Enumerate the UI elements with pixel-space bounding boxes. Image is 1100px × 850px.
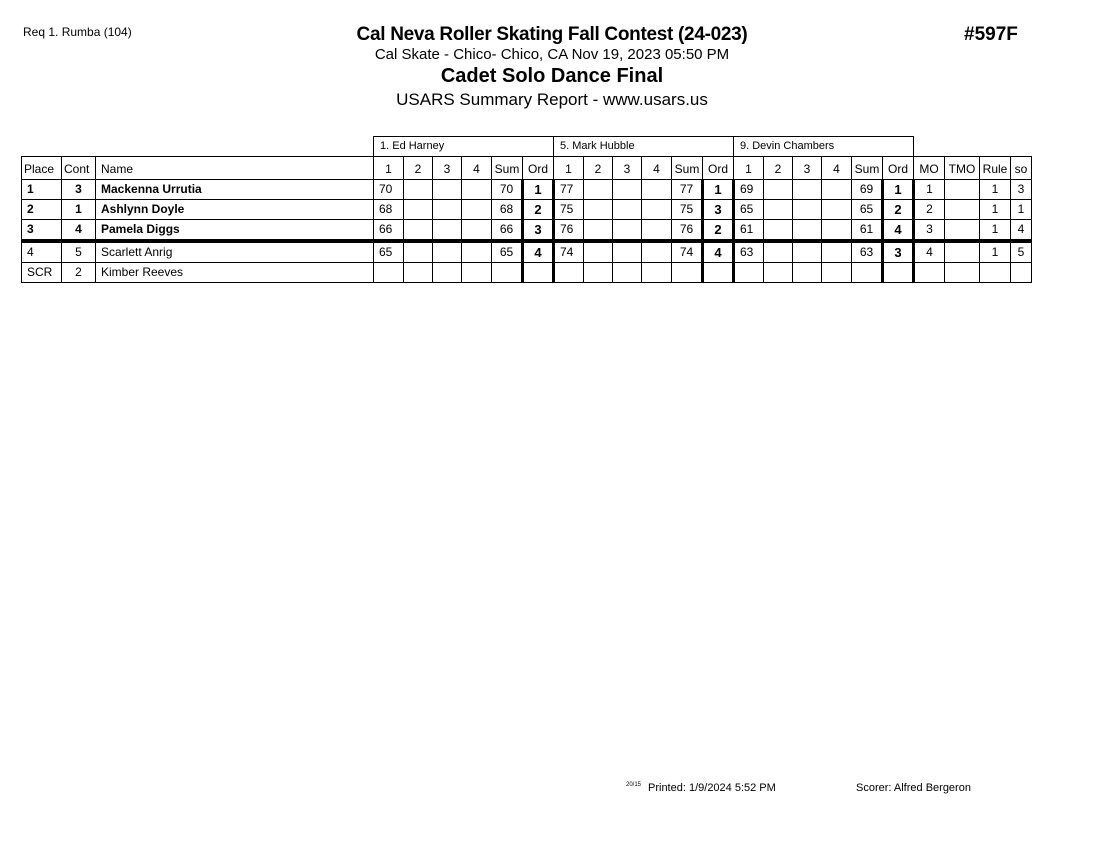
judge2-score-4 [642,200,672,220]
judge3-score: 61 [734,220,764,242]
rule-cell: 1 [980,180,1011,200]
judge3-ordinal: 4 [883,220,914,242]
judge2-score: 77 [554,180,584,200]
header-mo: MO [914,157,945,180]
header-score-3: 3 [793,157,822,180]
header-rule: Rule [980,157,1011,180]
judge1-score-4 [462,180,492,200]
judge1-score-2 [404,263,433,283]
header-score-1: 1 [734,157,764,180]
judge3-score-2 [764,241,793,263]
judge1-score-2 [404,241,433,263]
skater-name: Mackenna Urrutia [96,180,374,200]
header-score-4: 4 [822,157,852,180]
judge1-score: 70 [374,180,404,200]
judge1-score-4 [462,263,492,283]
judge1-score [374,263,404,283]
judge2-score-2 [584,180,613,200]
judge-header-spacer [914,137,1032,157]
judge1-score-3 [433,263,462,283]
contest-title: Cal Neva Roller Skating Fall Contest (24-023) [356,24,748,45]
contestant-number: 3 [62,180,96,200]
skater-name: Scarlett Anrig [96,241,374,263]
header-score-4: 4 [642,157,672,180]
start-order: 1 [1011,200,1032,220]
judge3-score-4 [822,180,852,200]
header-score-2: 2 [764,157,793,180]
judge1-sum: 70 [492,180,523,200]
header-score-3: 3 [433,157,462,180]
table-row [22,180,1032,200]
majority-ordinal [914,263,945,283]
requirement-label: Req 1. Rumba (104) [23,25,132,39]
judge3-score-3 [793,180,822,200]
skater-name: Ashlynn Doyle [96,200,374,220]
judge2-score-2 [584,263,613,283]
contestant-number: 1 [62,200,96,220]
judge2-ordinal: 3 [703,200,734,220]
start-order [1011,263,1032,283]
judge2-score: 76 [554,220,584,242]
judge2-score-2 [584,200,613,220]
judge3-ordinal: 3 [883,241,914,263]
majority-ordinal: 4 [914,241,945,263]
judge1-score-3 [433,220,462,242]
header-name: Name [96,157,374,180]
start-order: 5 [1011,241,1032,263]
header-place: Place [22,157,62,180]
judge1-score-2 [404,200,433,220]
judge1-ordinal: 4 [523,241,554,263]
judge1-ordinal [523,263,554,283]
judge3-score-3 [793,220,822,242]
judge3-score-4 [822,200,852,220]
skater-name: Pamela Diggs [96,220,374,242]
header-score-4: 4 [462,157,492,180]
contestant-number: 4 [62,220,96,242]
judge3-score-4 [822,220,852,242]
header-score-3: 3 [613,157,642,180]
judge2-score-4 [642,180,672,200]
header-cont: Cont [62,157,96,180]
judge3-score-3 [793,241,822,263]
judge1-score: 68 [374,200,404,220]
judge-name: 1. Ed Harney [374,137,554,157]
judge3-score-2 [764,220,793,242]
document-number: #597F [964,24,1018,45]
header-tmo: TMO [945,157,980,180]
total-majority-ordinal [945,200,980,220]
majority-ordinal: 2 [914,200,945,220]
judge2-ordinal: 2 [703,220,734,242]
header-ord: Ord [883,157,914,180]
judge2-score-4 [642,263,672,283]
judge3-score: 63 [734,241,764,263]
header-ord: Ord [703,157,734,180]
judge3-sum [852,263,883,283]
judge3-sum: 69 [852,180,883,200]
footer-page-code: 20/15 [626,782,642,788]
judge1-sum [492,263,523,283]
judge1-score-3 [433,180,462,200]
contestant-number: 5 [62,241,96,263]
header-sum: Sum [852,157,883,180]
judge3-score-4 [822,263,852,283]
judge2-sum: 74 [672,241,703,263]
header-score-1: 1 [554,157,584,180]
place-cell: 3 [22,220,62,242]
location-date: Cal Skate - Chico- Chico, CA Nov 19, 2023 05:50 PM [374,46,730,63]
judge3-score-2 [764,263,793,283]
judge3-sum: 63 [852,241,883,263]
results-table [21,136,1032,283]
printed-timestamp: Printed: 1/9/2024 5:52 PM [648,782,776,794]
judge3-score-3 [793,200,822,220]
judge2-score: 75 [554,200,584,220]
start-order: 3 [1011,180,1032,200]
judge1-ordinal: 1 [523,180,554,200]
judge1-score-2 [404,180,433,200]
judge3-score: 65 [734,200,764,220]
judge3-ordinal: 2 [883,200,914,220]
judge1-ordinal: 2 [523,200,554,220]
judge3-score-2 [764,180,793,200]
skater-name: Kimber Reeves [96,263,374,283]
judge2-score [554,263,584,283]
place-cell: 2 [22,200,62,220]
table-row [22,220,1032,242]
place-cell: SCR [22,263,62,283]
start-order: 4 [1011,220,1032,242]
judge1-score-2 [404,220,433,242]
rule-cell: 1 [980,200,1011,220]
judge2-ordinal [703,263,734,283]
judge1-sum: 68 [492,200,523,220]
judge1-score-4 [462,200,492,220]
judge1-score-3 [433,200,462,220]
contestant-number: 2 [62,263,96,283]
judge1-score-4 [462,241,492,263]
header-ord: Ord [523,157,554,180]
judge1-ordinal: 3 [523,220,554,242]
table-row [22,263,1032,283]
header-sum: Sum [672,157,703,180]
judge3-score-4 [822,241,852,263]
majority-ordinal: 1 [914,180,945,200]
judge2-score-3 [613,263,642,283]
judge2-score-2 [584,220,613,242]
judge2-score-3 [613,241,642,263]
header-score-1: 1 [374,157,404,180]
majority-ordinal: 3 [914,220,945,242]
judge2-sum [672,263,703,283]
judge1-score-4 [462,220,492,242]
total-majority-ordinal [945,180,980,200]
judge3-score-2 [764,200,793,220]
judge3-sum: 65 [852,200,883,220]
judge-header-spacer [22,137,374,157]
rule-cell: 1 [980,220,1011,242]
rule-cell: 1 [980,241,1011,263]
judge1-score: 65 [374,241,404,263]
header-so: so [1011,157,1032,180]
judge3-ordinal [883,263,914,283]
judge3-score: 69 [734,180,764,200]
table-row [22,200,1032,220]
judge2-score-4 [642,241,672,263]
judge2-sum: 76 [672,220,703,242]
judge2-score-3 [613,200,642,220]
place-cell: 4 [22,241,62,263]
judge2-score-4 [642,220,672,242]
judge2-sum: 75 [672,200,703,220]
judge3-sum: 61 [852,220,883,242]
judge2-ordinal: 1 [703,180,734,200]
judge2-score: 74 [554,241,584,263]
judge2-ordinal: 4 [703,241,734,263]
judge1-score-3 [433,241,462,263]
scorer-name: Scorer: Alfred Bergeron [856,782,971,794]
judge-name: 9. Devin Chambers [734,137,914,157]
table-row [22,241,1032,263]
judge2-score-3 [613,220,642,242]
judge2-sum: 77 [672,180,703,200]
judge1-sum: 65 [492,241,523,263]
rule-cell [980,263,1011,283]
header-score-2: 2 [404,157,433,180]
header-sum: Sum [492,157,523,180]
place-cell: 1 [22,180,62,200]
total-majority-ordinal [945,220,980,242]
event-title: Cadet Solo Dance Final [440,65,664,87]
total-majority-ordinal [945,263,980,283]
total-majority-ordinal [945,241,980,263]
judge1-score: 66 [374,220,404,242]
judge3-score [734,263,764,283]
judge-header-row [22,137,1032,157]
report-title: USARS Summary Report - www.usars.us [396,90,708,109]
judge3-score-3 [793,263,822,283]
header-score-2: 2 [584,157,613,180]
judge-name: 5. Mark Hubble [554,137,734,157]
judge2-score-3 [613,180,642,200]
judge3-ordinal: 1 [883,180,914,200]
judge2-score-2 [584,241,613,263]
judge1-sum: 66 [492,220,523,242]
column-header-row [22,157,1032,180]
